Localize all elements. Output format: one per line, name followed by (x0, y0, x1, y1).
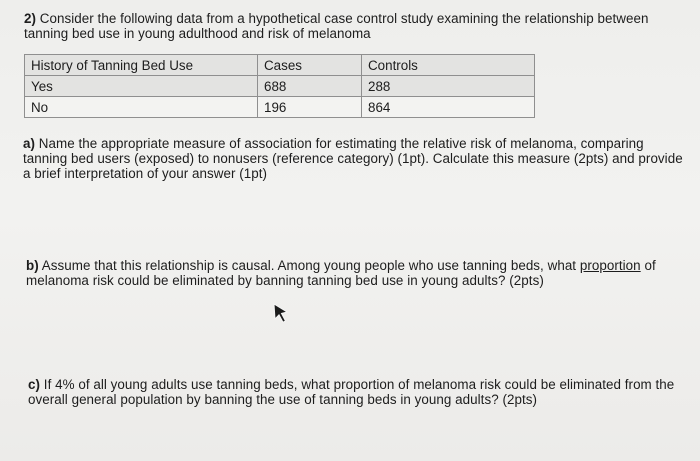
table-cell: 864 (362, 97, 535, 118)
table-row (25, 97, 535, 118)
table-header-cell: Cases (258, 55, 362, 76)
table-header-cell: History of Tanning Bed Use (25, 55, 258, 76)
part-c-line-1 (28, 377, 698, 392)
table-header-row (25, 55, 535, 76)
table-row (25, 76, 535, 97)
table-cell: Yes (25, 76, 258, 97)
question-part-c (28, 377, 698, 407)
question-2-line-2: tanning bed use in young adulthood and risk of melanoma (24, 26, 371, 41)
question-2-text-1: Consider the following data from a hypothetical case control study examining the relationship between (39, 11, 649, 26)
question-part-a (23, 136, 700, 181)
part-a-line-2: tanning bed users (exposed) to nonusers (reference category) (1pt). Calculate this measure (2pts) and provide (23, 151, 683, 166)
table-cell: No (25, 97, 258, 118)
part-b-line-2: melanoma risk could be eliminated by banning tanning bed use in young adults? (2pts) (26, 273, 544, 288)
part-c-line-2: overall general population by banning the use of tanning beds in young adults? (2pts) (28, 392, 537, 407)
part-b-text-after: of (644, 258, 656, 273)
question-2-number: 2) (24, 11, 37, 26)
part-a-line-1 (23, 136, 700, 151)
part-a-text-1: Name the appropriate measure of association for estimating the relative risk of melanoma, comparing (38, 136, 644, 151)
part-b-label: b) (26, 258, 39, 273)
mouse-pointer-icon (273, 303, 291, 323)
table-cell: 688 (258, 76, 362, 97)
part-c-text-1: If 4% of all young adults use tanning beds, what proportion of melanoma risk could be eliminated from the (43, 377, 675, 392)
question-2-line-1 (24, 11, 694, 26)
table-cell: 196 (258, 97, 362, 118)
part-b-text-before: Assume that this relationship is causal. Among young people who use tanning beds, what (41, 258, 577, 273)
question-2 (24, 11, 694, 41)
data-table (24, 54, 535, 118)
table-cell: 288 (362, 76, 535, 97)
part-a-label: a) (23, 136, 36, 151)
part-b-underlined-word: proportion (579, 258, 641, 273)
part-c-label: c) (28, 377, 41, 392)
table-header-cell: Controls (362, 55, 535, 76)
part-a-line-3: a brief interpretation of your answer (1pt) (23, 166, 268, 181)
question-part-b (26, 258, 696, 288)
part-b-line-1 (26, 258, 696, 273)
